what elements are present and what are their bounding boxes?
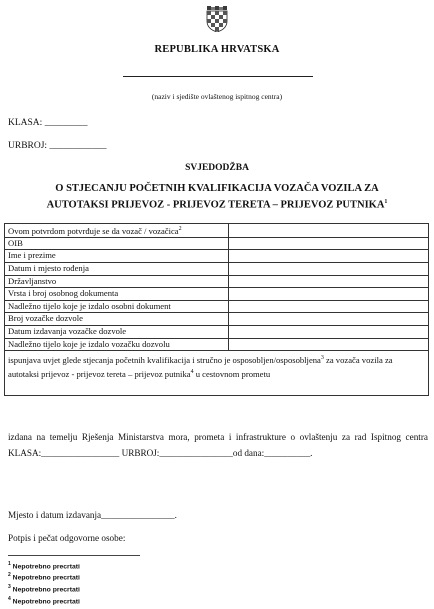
footnote-2 [8, 572, 80, 581]
table-row [5, 326, 429, 339]
driver-data-table [4, 223, 429, 396]
footnote-text: Nepotrebno precrtati [10, 598, 80, 606]
urbroj-field [8, 141, 106, 151]
value-cell[interactable] [229, 263, 429, 276]
table-row [5, 263, 429, 276]
title-line-2-text: AUTOTAKSI PRIJEVOZ - PRIJEVOZ TERETA – PRIJEVOZ PUTNIKA [46, 199, 385, 211]
statement-part-a: ispunjava uvjet glede stjecanja početnih kvalifikacija i stručno je osposobljen/osposobljena [8, 355, 321, 366]
row-label: Nadležno tijelo koje je izdalo vozačku dozvolu [5, 338, 229, 351]
value-cell[interactable] [229, 300, 429, 313]
value-cell[interactable] [229, 250, 429, 263]
place-date-field: Mjesto i datum izdavanja________________. [8, 510, 177, 520]
row-label: Datum izdavanja vozačke dozvole [5, 326, 229, 339]
document-title-line-2 [0, 199, 434, 211]
footnote-separator [8, 555, 140, 556]
table-row [5, 351, 429, 396]
footnote-number: 3 [8, 584, 11, 590]
value-cell[interactable] [229, 224, 429, 238]
value-cell[interactable] [229, 237, 429, 250]
statement-part-b: za vozača vozila za autotaksi prijevoz - prijevoz tereta – prijevoz putnika [8, 355, 393, 380]
footnote-text: Nepotrebno precrtati [10, 574, 80, 582]
klasa-label: KLASA: [8, 118, 43, 128]
issuer-caption: (naziv i sjedište ovlaštenog ispitnog centra) [151, 92, 283, 101]
intro-cell [5, 224, 229, 238]
row-label: Datum i mjesto rođenja [5, 263, 229, 276]
value-cell[interactable] [229, 326, 429, 339]
table-row [5, 288, 429, 301]
footnote-number: 2 [8, 572, 11, 578]
klasa-blank: _________ [44, 118, 88, 128]
urbroj-label: URBROJ: [8, 141, 48, 151]
statement-part-c: u cestovnom prometu [193, 369, 271, 380]
footnote-3 [8, 584, 80, 593]
table-row [5, 338, 429, 351]
coat-of-arms-icon [206, 6, 228, 32]
issuer-name-blank [123, 76, 313, 77]
intro-text: Ovom potvrdom potvrđuje se da vozač / vozačica [8, 225, 179, 236]
qualification-statement [5, 351, 429, 396]
issued-basis-text: izdana na temelju Rješenja Ministarstva mora, prometa i infrastrukture o ovlaštenju za rad Ispitnog centra KLASA:_________________ URBROJ:________________od dana:__________. [8, 432, 428, 458]
value-cell[interactable] [229, 338, 429, 351]
urbroj-blank: ____________ [49, 141, 107, 151]
footnote-ref-1: 1 [384, 199, 388, 205]
value-cell[interactable] [229, 275, 429, 288]
country-title: REPUBLIKA HRVATSKA [154, 44, 280, 55]
document-title-line-1: O STJECANJU POČETNIH KVALIFIKACIJA VOZAČA VOZILA ZA [55, 183, 379, 194]
table-row [5, 250, 429, 263]
table-row [5, 237, 429, 250]
row-label: OIB [5, 237, 229, 250]
row-label: Vrsta i broj osobnog dokumenta [5, 288, 229, 301]
table-row [5, 224, 429, 238]
footnote-number: 1 [8, 561, 11, 567]
footnote-ref-2: 2 [178, 226, 182, 232]
signature-label: Potpis i pečat odgovorne osobe: [8, 533, 126, 543]
row-label: Državljanstvo [5, 275, 229, 288]
row-label: Nadležno tijelo koje je izdalo osobni dokument [5, 300, 229, 313]
table-row [5, 313, 429, 326]
footnote-text: Nepotrebno precrtati [10, 563, 80, 571]
value-cell[interactable] [229, 288, 429, 301]
footnote-number: 4 [8, 596, 11, 602]
row-label: Broj vozačke dozvole [5, 313, 229, 326]
table-row [5, 300, 429, 313]
value-cell[interactable] [229, 313, 429, 326]
footnote-text: Nepotrebno precrtati [10, 586, 80, 594]
footnote-ref-3: 3 [320, 355, 324, 362]
table-row [5, 275, 429, 288]
footnote-1 [8, 561, 80, 570]
document-heading: SVJEDODŽBA [185, 163, 249, 173]
klasa-field [8, 118, 87, 128]
footnote-ref-4: 4 [190, 369, 194, 376]
footnote-4 [8, 596, 80, 605]
row-label: Ime i prezime [5, 250, 229, 263]
